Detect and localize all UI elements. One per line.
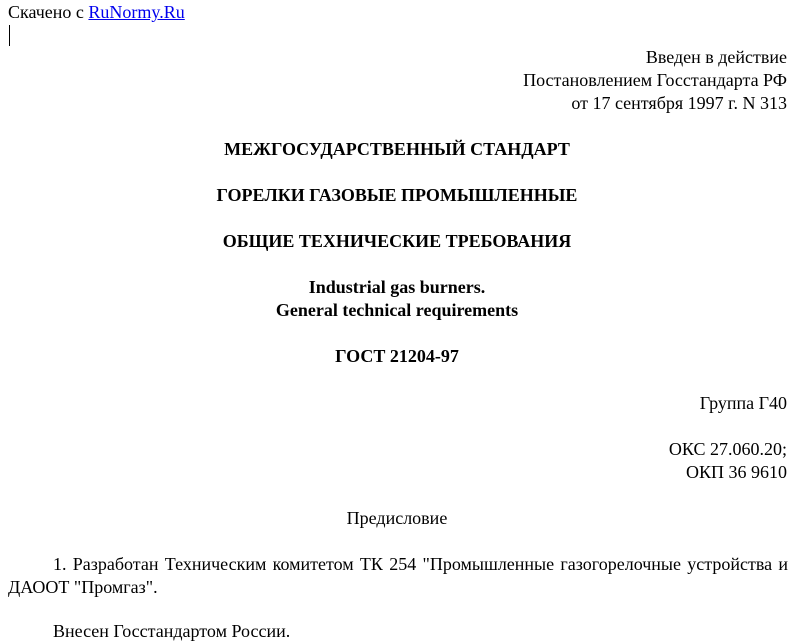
classification-codes: [669, 438, 787, 484]
enactment-line-2: Постановлением Госстандарта РФ: [523, 70, 787, 90]
preface-paragraph-1: 1. Разработан Техническим комитетом ТК 254 "Промышленные газогорелочные устройства и ДАООТ "Промгаз".: [8, 554, 788, 597]
group-code: Группа Г40: [699, 393, 787, 413]
title-ru-line-2: ОБЩИЕ ТЕХНИЧЕСКИЕ ТРЕБОВАНИЯ: [222, 231, 572, 251]
okp-code: ОКП 36 9610: [685, 462, 787, 482]
title-en-line-2: General technical requirements: [275, 300, 519, 320]
text-cursor: [9, 25, 10, 46]
source-line: [8, 1, 185, 24]
enactment-line-3: от 17 сентября 1997 г. N 313: [571, 93, 787, 113]
oks-code: ОКС 27.060.20;: [668, 439, 787, 459]
source-prefix: Скачено с: [8, 2, 89, 22]
runormy-link[interactable]: RuNormy.Ru: [88, 2, 185, 22]
title-ru-line-1: ГОРЕЛКИ ГАЗОВЫЕ ПРОМЫШЛЕННЫЕ: [216, 185, 578, 205]
preface-heading: Предисловие: [346, 508, 448, 528]
standard-type-heading: МЕЖГОСУДАРСТВЕННЫЙ СТАНДАРТ: [224, 139, 570, 159]
enactment-block: [523, 46, 787, 115]
gost-number: ГОСТ 21204-97: [335, 346, 459, 366]
title-en-block: [0, 276, 794, 322]
preface-paragraph-2: Внесен Госстандартом России.: [53, 621, 291, 641]
title-en-line-1: Industrial gas burners.: [308, 277, 486, 297]
enactment-line-1: Введен в действие: [645, 47, 787, 67]
